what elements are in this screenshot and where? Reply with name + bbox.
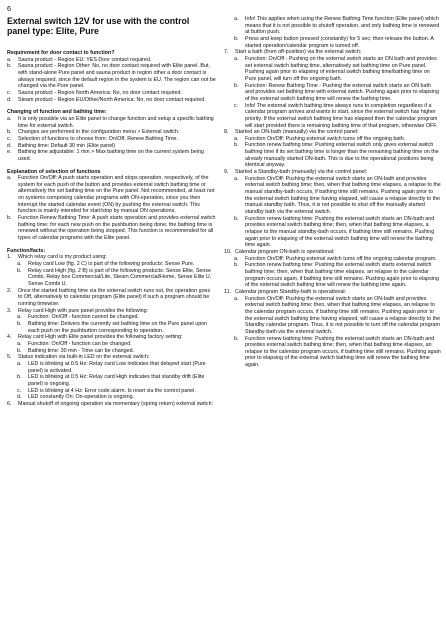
item-text: Changes are performed in the configuration menu > External switch. [18, 129, 180, 136]
item-label: a. [17, 340, 22, 347]
item-label: b. [7, 215, 12, 222]
item-label: d. [7, 96, 12, 103]
item-text: LED is blinking at 4 Hz: Error code alarm. Is reset via the control panel. [28, 387, 196, 394]
list-item [234, 16, 441, 36]
continued-list [224, 16, 441, 49]
item-text: Function: Renew Bathing Time - Pushing the external switch starts an ON bath and provides set bathing time with external switch. Pushing again prior to elapsing of the external switch bathing time will renew the bathing time. [245, 82, 439, 102]
item-label: a. [234, 175, 239, 182]
list-item [7, 268, 216, 288]
list-item [7, 136, 216, 143]
item-text: Once the started bathing time via the external switch runs out, the operation goes to Off, alternatively to calendar program (Elite panel) if such a program should be running timewise. [18, 287, 211, 307]
item-label: 4. [7, 334, 12, 341]
item-label: a. [234, 135, 239, 142]
item-text: Function On/Off: Pushing the external switch starts an ON-bath and provides external switch bathing time; then, when that bathing time elapses, an relapse to the calendar program occurs, if bathing time still remains. Pushing again prior to the external switch bathing time having elapsed, will cause a relapse directly to the Standby calendar program. Thus, it is not possible to turn off the calendar program Standby-bath via the external switch. [245, 295, 441, 335]
item-text: Selection of functions to choose from: On/Off, Renew Bathing Time. [18, 135, 178, 142]
list-item [224, 176, 441, 216]
item-text: Status indication via built-in LED on the external switch: [18, 354, 150, 361]
explanation-heading: Explanation of selection of functions [7, 168, 101, 175]
list-item [7, 261, 216, 268]
item-text: Function renew bathing time: Pushing external switch only gives external switch bathing time if its set bathing time is longer than the remaining bathing time on the already manually started ON-bath. This is due to the operational positions being identical anyway. [245, 142, 439, 169]
list-item [224, 336, 441, 369]
item-label: b. [234, 142, 239, 149]
item-text: Function On/Off: Pushing external switch turns off the ongoing bath. [245, 135, 406, 142]
item-label: b. [17, 320, 22, 327]
item-label: b. [234, 215, 239, 222]
list-item [7, 149, 216, 162]
item-label: a. [234, 55, 239, 62]
item-text: Function renew bathing time: Pushing the external switch starts an ON-bath and provides external switch bathing time; then, when that bathing time elapses, an relapse to the calendar program occurs, if bathing time still remains. Pushing again prior to elapsing of the external switch bathing time will renew the bathing time again. [245, 335, 441, 369]
item-label: a. [234, 255, 239, 262]
item-text: Started an ON-bath (manually) via the control panel: [235, 129, 359, 136]
function-facts-heading: Function/facts: [7, 247, 46, 254]
list-item [7, 334, 216, 341]
item-text: Relay card Low (fig. 2 C) is part of the following products: Sense Pure. [28, 261, 195, 268]
list-item [224, 136, 441, 143]
list-item [7, 129, 216, 136]
item-label: 5. [7, 354, 12, 361]
item-label: d. [7, 142, 12, 149]
item-label: 11. [224, 288, 232, 295]
list-item [7, 254, 216, 261]
list-item [224, 56, 441, 83]
item-text: Function Renew Bathing Time: A push starts operation and provides external switch bathing time; for each new push on the pushbutton being done, the bathing time is renewed without the operation being stopped. This function is recommended for all types of calendar programs with the Elite panel. [18, 215, 216, 242]
list-item [7, 361, 216, 374]
item-text: Info! The external switch bathing time always runs to completion regardless if a calendar program arrives and wants to start, since the external switch has higher priority. If the external switch bathing time has elapsed then the calendar program will start provided there is remaining bathing time of that program, otherwise OFF. [245, 102, 438, 129]
item-text: Bathing time adjustable: 1 min > Max bathing time on the current system being used. [18, 149, 204, 162]
item-label: a. [7, 115, 12, 122]
page-number: 6 [7, 4, 12, 13]
list-item [7, 348, 216, 355]
item-label: a. [7, 56, 12, 63]
item-text: Function renew bathing time: Pushing the external switch starts external switch bathing time; then, when that bathing time elapses, an relapse to the calendar program occurs again, if bathing time still remains. Pushing again prior to elapsing of the external switch bathing time will renew the bathing time again. [245, 262, 439, 289]
item-label: a. [17, 314, 22, 321]
changing-heading: Changing of function and bathing time: [7, 109, 107, 116]
list-item [224, 289, 441, 296]
list-item [7, 90, 216, 97]
item-text: Function On/Off: Pushing external switch turns off the ongoing calendar program. [245, 255, 437, 262]
list-item [7, 215, 216, 242]
item-text: Bathing time: Default 30 min (Elite panel) [18, 142, 116, 149]
item-label: 7. [224, 49, 229, 56]
list-item [7, 394, 216, 401]
item-text: Press and keep button pressed (constantly) for 5 sec; then release the button. A started operation/calendar program is turned off. [245, 35, 434, 49]
list-item [7, 401, 216, 408]
item-text: Info! This applies when using the Renew Bathing Time function (Elite panel) which means that it is not possible to shutoff operation, and only bathing time is renewed at button push. [245, 16, 440, 36]
item-text: Function: On/Off - function can be changed. [28, 340, 132, 347]
list-item [7, 63, 216, 90]
list-item [7, 116, 216, 129]
item-text: Steam product - Region EU/Other/North America: No, no door contact required. [18, 96, 206, 103]
numbered-list [224, 49, 441, 369]
item-label: 2. [7, 287, 12, 294]
requirement-list [7, 57, 216, 104]
item-label: b. [234, 82, 239, 89]
item-label: b. [17, 374, 22, 381]
right-column [224, 16, 441, 369]
item-label: 8. [224, 129, 229, 136]
requirement-heading: Requirement for door contact to function? [7, 50, 115, 56]
item-text: Start a bath (from off-position) via the external switch: [235, 49, 362, 56]
document-page [7, 4, 441, 626]
list-item [7, 341, 216, 348]
item-text: Function On/Off: A push starts operation and stops operation, respectively, of the system for each push of the button and provides external switch bathing time or alternatively the set bathing time on the Pure panel. Not recommended, at least not on systems comprising calendar programs with ON-operation, since you then interrupt the started calendar event (ON) by pushing the external switch. This function is mainly intended for start/stop by manual ON operations. [18, 175, 215, 215]
item-text: Function: On/Off - Pushing on the external switch starts an ON bath and provides set external switch bathing time, alternatively set bathing time on Pure panel. Pushing again prior to elapsing of external switch bathing time/bathing time on Pure panel, will turn off the ongoing bath. [245, 55, 437, 82]
item-label: a. [234, 16, 239, 22]
item-text: Calendar program ON-bath is operational: [235, 248, 335, 255]
item-text: Bathing time: Delivers the currently set bathing time on the Pure panel upon each push on the pushbutton corresponding to operation. [28, 320, 208, 334]
list-item [7, 175, 216, 215]
item-label: a. [17, 261, 22, 268]
item-text: Sauna product - Region Other: No, no door contact required with Elite panel. But, with stand-alone Pure panel and sauna product in region other a door contact is always required, since the default region in the system is EU. The region can not be changed via the Pure panel. [18, 63, 216, 90]
item-label: b. [234, 35, 239, 42]
changing-list [7, 116, 216, 163]
item-text: Relay card High with Elite panel provides the following factory setting: [18, 334, 183, 341]
list-item [224, 216, 441, 249]
list-item [7, 97, 216, 104]
list-item [224, 296, 441, 336]
item-label: b. [234, 262, 239, 269]
item-text: Manual shutoff of ongoing operation via momentary (spring return) external switch: [18, 400, 214, 407]
list-item [224, 256, 441, 263]
list-item [224, 103, 441, 130]
item-text: Relay card High with pure panel provides the following: [18, 307, 149, 314]
item-label: a. [17, 360, 22, 367]
item-label: d. [17, 394, 22, 401]
item-label: c. [17, 387, 22, 394]
list-item [7, 374, 216, 387]
list-item [224, 249, 441, 256]
list-item [7, 314, 216, 321]
item-text: Function: On/Off - function cannot be changed. [28, 314, 140, 321]
list-item [7, 288, 216, 308]
item-text: LED is blinking at 0.5 Hz: Relay card Low indicates that delayed start (Pure panel) is activated. [28, 360, 206, 374]
item-text: Relay card High (fig. 2 B) is part of the following products: Sense Elite, Sense Combi, Relay box Commercial/Lite, Steam Commercial/Home, Sense Elite U, Sense Combi U. [28, 267, 212, 287]
item-text: It is only possible via an Elite panel to change function and setup a specific bathing time for external switch. [18, 115, 214, 129]
item-label: b. [17, 347, 22, 354]
item-label: 6. [7, 400, 12, 407]
list-item [7, 354, 216, 361]
item-label: a. [234, 295, 239, 302]
item-label: b. [234, 335, 239, 342]
item-label: 1. [7, 254, 12, 261]
item-text: Function renew bathing time: Pushing the external switch starts an ON-bath and provides external switch bathing time; then, when that bathing time elapses, a relapse to the manual standby-bath occurs, if bathing time still remains. Pushing again prior to elapsing of the external switch bathing time will renew the bathing time again. [245, 215, 435, 249]
item-label: e. [7, 149, 12, 156]
list-item [224, 83, 441, 103]
list-item [7, 308, 216, 315]
item-label: b. [7, 129, 12, 136]
list-item [224, 49, 441, 56]
item-text: Started a Standby-bath (manually) via the control panel: [235, 169, 368, 176]
list-item [234, 36, 441, 49]
item-label: b. [17, 267, 22, 274]
item-text: Calendar program Standby-bath is operational: [235, 288, 347, 295]
explanation-list [7, 175, 216, 242]
list-item [7, 143, 216, 150]
item-text: Which relay card is my product using: [18, 254, 107, 261]
left-column [7, 50, 216, 407]
list-item [7, 388, 216, 395]
list-item [224, 142, 441, 169]
item-label: c. [7, 135, 12, 142]
item-text: LED constantly On: On-operation is ongoing. [28, 394, 135, 401]
list-item [224, 129, 441, 136]
item-text: Sauna product - Region EU: YES Door contact required. [18, 56, 152, 63]
item-label: a. [7, 175, 12, 182]
item-text: LED is blinking at 0.5 Hz: Relay card High indicates that standby drift (Elite panel) is ongoing. [28, 374, 205, 387]
item-text: Sauna product - Region North America: No, no door contact required. [18, 89, 182, 96]
item-text: Function On/Off: Pushing the external switch starts an ON-bath and provides external switch bathing time; then, when that bathing time elapses, a relapse to the manual standby-bath occurs, if bathing time still remains. Pushing again prior to the external switch bathing time having elapsed, will cause a relapse directly to the manual standby bath. Thus, it is not possible to shut off the manually started standby bath via the external switch. [245, 175, 441, 216]
item-label: c. [234, 102, 239, 109]
list-item [7, 321, 216, 334]
item-label: 10. [224, 248, 232, 255]
function-facts-list [7, 254, 216, 407]
item-label: 9. [224, 169, 229, 176]
page-title: External switch 12V for use with the control panel type: Elite, Pure [7, 16, 190, 37]
list-item [224, 262, 441, 289]
item-label: 3. [7, 307, 12, 314]
item-label: c. [7, 89, 12, 96]
list-item [7, 57, 216, 64]
list-item [224, 169, 441, 176]
item-text: Bathing time: 30 min - Time can be changed. [28, 347, 135, 354]
item-label: b. [7, 63, 12, 70]
